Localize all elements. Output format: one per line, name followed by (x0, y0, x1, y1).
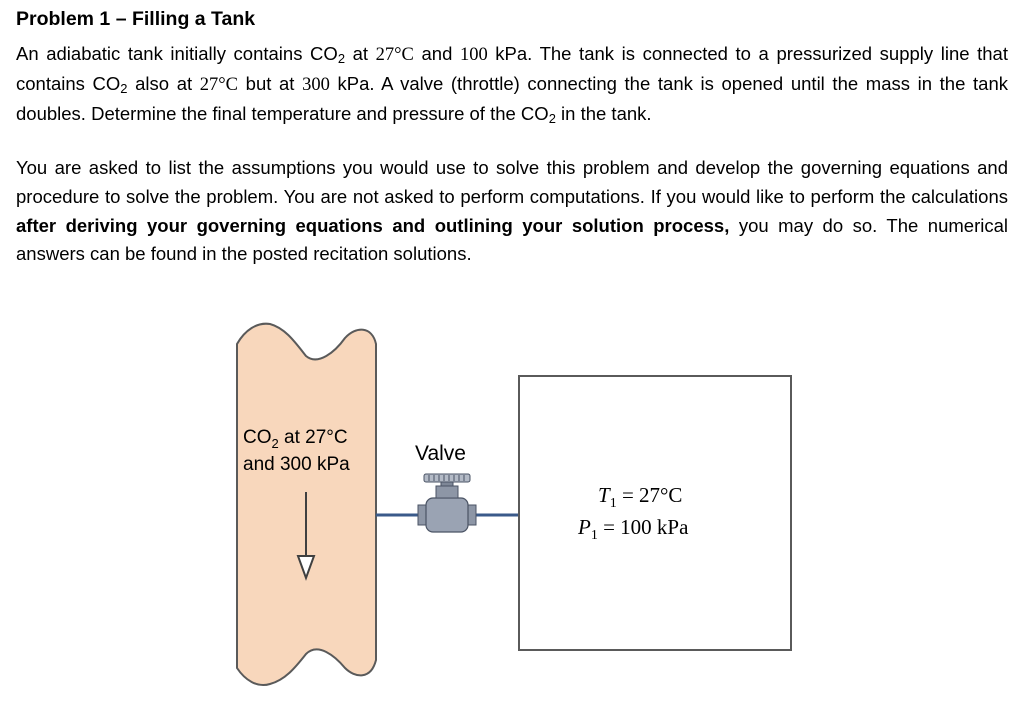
tank (519, 376, 791, 650)
tank-initial-pressure: $P_1 = 100$ kPa (578, 515, 689, 543)
instructions-paragraph: You are asked to list the assumptions you would use to solve this problem and develop the governing equations and procedure to solve the problem. You are not asked to perform computations. If you would like to perform the calculations after deriving your governing equations and outlining your solution process, you may do so. The numerical answers can be found in the posted recitation solutions. (16, 157, 1008, 265)
supply-label-line1: $CO_2$ at 27°C (243, 427, 348, 451)
valve-icon (418, 474, 476, 532)
supply-label-line2: and 300 kPa (243, 454, 350, 475)
instructions-bold-text: after deriving your governing equations and outlining your solution process, (16, 214, 730, 236)
problem-statement: An adiabatic tank initially contains $CO_2$ at 27°C and 100 kPa. The tank is connected to a pressurized supply line that contains $CO_2$ also at 27°C but at 300 kPa. A valve (throttle) connecting the tank is opened until the mass in the tank doubles. Determine the final temperature and pressure of the $CO_2$ in the tank. (16, 43, 1008, 126)
tank-initial-temperature: $T_1 = 27^\circ C$ (598, 483, 683, 511)
problem-title: Problem 1 – Filling a Tank (16, 8, 256, 30)
valve-label: Valve (415, 442, 466, 465)
